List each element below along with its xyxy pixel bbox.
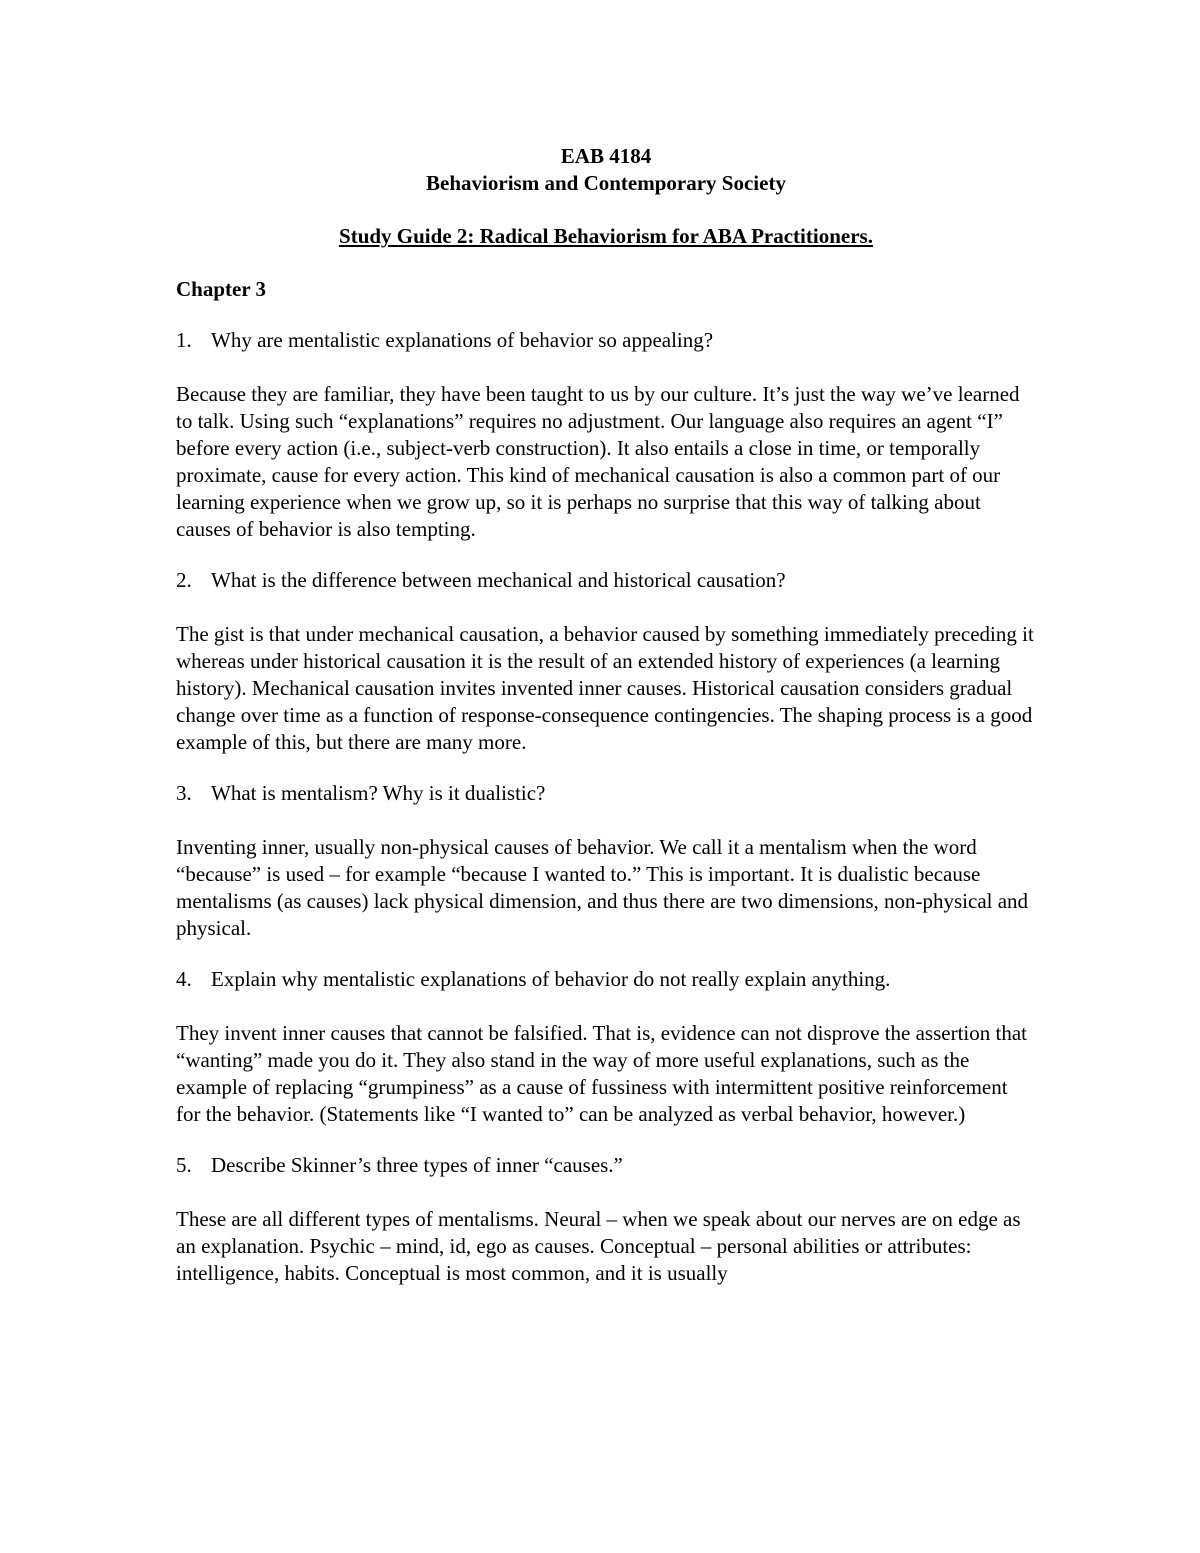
question-text: Why are mentalistic explanations of behavior so appealing? <box>211 328 714 352</box>
study-guide-title: Study Guide 2: Radical Behaviorism for ABA Practitioners. <box>339 224 873 248</box>
question-text: Explain why mentalistic explanations of behavior do not really explain anything. <box>211 967 891 991</box>
question-number: 3. <box>176 781 192 805</box>
answer-4: They invent inner causes that cannot be falsified. That is, evidence can not disprove the assertion that “wanting” made you do it. They also stand in the way of more useful explanations, such as the example of replacing “grumpiness” as a cause of fussiness with intermittent positive reinforcement for the behavior. (Statements like “I wanted to” can be analyzed as verbal behavior, however.) <box>176 1021 1028 1126</box>
question-2 <box>176 567 1036 594</box>
question-3 <box>176 780 1036 807</box>
question-number: 5. <box>176 1153 192 1177</box>
question-block-2 <box>176 567 1036 756</box>
question-number: 1. <box>176 328 192 352</box>
course-code: EAB 4184 <box>560 144 652 168</box>
question-block-3 <box>176 780 1036 942</box>
answer-2: The gist is that under mechanical causation, a behavior caused by something immediately preceding it whereas under historical causation it is the result of an extended history of experiences (a learning history). Mechanical causation invites invented inner causes. Historical causation considers gradual change over time as a function of response-consequence contingencies. The shaping process is a good example of this, but there are many more. <box>176 622 1034 754</box>
chapter-heading: Chapter 3 <box>176 277 267 301</box>
question-number: 4. <box>176 967 192 991</box>
document-header <box>176 143 1036 197</box>
question-block-1 <box>176 327 1036 543</box>
question-text: Describe Skinner’s three types of inner “causes.” <box>211 1153 623 1177</box>
document-page <box>176 143 1036 1287</box>
course-title: Behaviorism and Contemporary Society <box>426 171 786 195</box>
question-text: What is mentalism? Why is it dualistic? <box>211 781 546 805</box>
question-5 <box>176 1152 1036 1179</box>
study-guide-title-wrap <box>176 223 1036 250</box>
question-block-4 <box>176 966 1036 1128</box>
question-text: What is the difference between mechanical and historical causation? <box>211 568 786 592</box>
answer-3: Inventing inner, usually non-physical causes of behavior. We call it a mentalism when the word “because” is used – for example “because I wanted to.” This is important. It is dualistic because mentalisms (as causes) lack physical dimension, and thus there are two dimensions, non-physical and physical. <box>176 835 1029 940</box>
question-block-5 <box>176 1152 1036 1287</box>
question-1 <box>176 327 1036 354</box>
question-number: 2. <box>176 568 192 592</box>
answer-1: Because they are familiar, they have been taught to us by our culture. It’s just the way we’ve learned to talk. Using such “explanations” requires no adjustment. Our language also requires an agent “I” before every action (i.e., subject-verb construction). It also entails a close in time, or temporally proximate, cause for every action. This kind of mechanical causation is also a common part of our learning experience when we grow up, so it is perhaps no surprise that this way of talking about causes of behavior is also tempting. <box>176 382 1020 541</box>
answer-5: These are all different types of mentalisms. Neural – when we speak about our nerves are on edge as an explanation. Psychic – mind, id, ego as causes. Conceptual – personal abilities or attributes: intelligence, habits. Conceptual is most common, and it is usually <box>176 1207 1021 1285</box>
question-4 <box>176 966 1036 993</box>
